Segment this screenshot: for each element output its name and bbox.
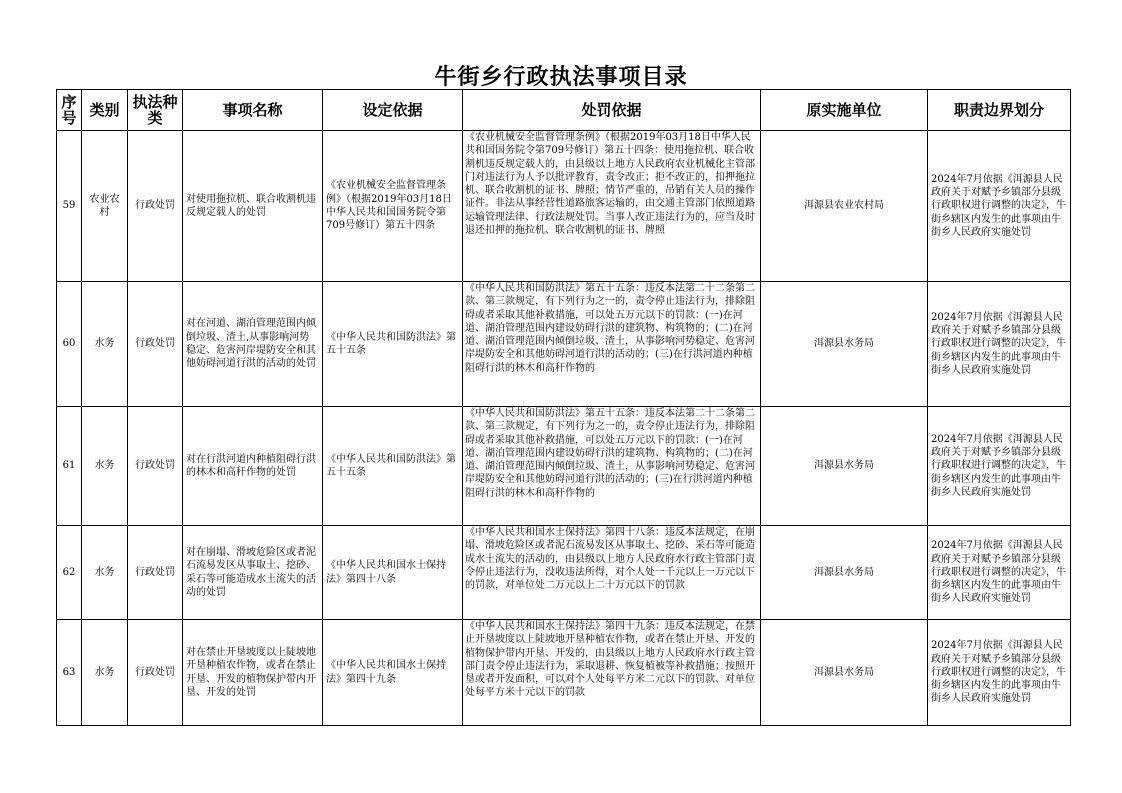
cell-type: 行政处罚	[128, 407, 183, 526]
table-row	[57, 131, 1071, 282]
cell-basis-set: 《中华人民共和国防洪法》第五十五条	[323, 407, 463, 526]
cell-basis-set: 《中华人民共和国水土保持法》第四十九条	[323, 620, 463, 726]
cell-name: 对在河道、湖泊管理范围内倾倒垃圾、渣土,从事影响河势稳定、危害河岸堤防安全和其他妨碍河道行洪的活动的处罚	[183, 282, 323, 407]
cell-name: 对使用拖拉机、联合收割机违反规定载人的处罚	[183, 131, 323, 282]
enforcement-table	[56, 89, 1071, 726]
cell-boundary: 2024年7月依据《洱源县人民政府关于对赋予乡镇部分县级行政职权进行调整的决定》，牛街乡辖区内发生的此事项由牛街乡人民政府实施处罚	[928, 131, 1071, 282]
cell-basis-penalty: 《中华人民共和国防洪法》第五十五条：违反本法第二十二条第二款、第三款规定，有下列行为之一的，责令停止违法行为，排除阻碍或者采取其他补救措施，可以处五万元以下的罚款：(一)在河道、湖泊管理范围内建设妨碍行洪的建筑物、构筑物的；(二)在河道、湖泊管理范围内倾倒垃圾、渣土，从事影响河势稳定、危害河岸堤防安全和其他妨碍河道行洪的活动的；(三)在行洪河道内种植阻碍行洪的林木和高秆作物的	[463, 407, 761, 526]
cell-type: 行政处罚	[128, 131, 183, 282]
cell-basis-set: 《中华人民共和国水土保持法》第四十八条	[323, 526, 463, 620]
cell-unit: 洱源县农业农村局	[761, 131, 928, 282]
cell-unit: 洱源县水务局	[761, 407, 928, 526]
header-no: 序号	[57, 90, 82, 131]
cell-name: 对在行洪河道内种植阻碍行洪的林木和高秆作物的处罚	[183, 407, 323, 526]
cell-unit: 洱源县水务局	[761, 620, 928, 726]
cell-boundary: 2024年7月依据《洱源县人民政府关于对赋予乡镇部分县级行政职权进行调整的决定》，牛街乡辖区内发生的此事项由牛街乡人民政府实施处罚	[928, 282, 1071, 407]
cell-no: 59	[57, 131, 82, 282]
cell-basis-penalty: 《中华人民共和国水土保持法》第四十九条：违反本法规定，在禁止开垦坡度以上陡坡地开垦种植农作物，或者在禁止开垦、开发的植物保护带内开垦、开发的，由县级以上地方人民政府水行政主管部门责令停止违法行为，采取退耕、恢复植被等补救措施；按照开垦或者开发面积，可以对个人处每平方米二元以下的罚款、对单位处每平方米十元以下的罚款	[463, 620, 761, 726]
cell-name: 对在崩塌、滑坡危险区或者泥石流易发区从事取土、挖砂、采石等可能造成水土流失的活动的处罚	[183, 526, 323, 620]
cell-basis-penalty: 《中华人民共和国水土保持法》第四十八条：违反本法规定，在崩塌、滑坡危险区或者泥石流易发区从事取土、挖砂、采石等可能造成水土流失的活动的，由县级以上地方人民政府水行政主管部门责令停止违法行为，没收违法所得，对个人处一千元以上一万元以下的罚款，对单位处二万元以上二十万元以下的罚款	[463, 526, 761, 620]
header-category: 类别	[82, 90, 128, 131]
cell-category: 水务	[82, 282, 128, 407]
cell-boundary: 2024年7月依据《洱源县人民政府关于对赋予乡镇部分县级行政职权进行调整的决定》，牛街乡辖区内发生的此事项由牛街乡人民政府实施处罚	[928, 407, 1071, 526]
table-header-row	[57, 90, 1071, 131]
cell-category: 水务	[82, 620, 128, 726]
header-type: 执法种类	[128, 90, 183, 131]
page-title: 牛街乡行政执法事项目录	[434, 65, 688, 90]
cell-type: 行政处罚	[128, 282, 183, 407]
header-basis-set: 设定依据	[323, 90, 463, 131]
table-row	[57, 526, 1071, 620]
header-name: 事项名称	[183, 90, 323, 131]
cell-no: 63	[57, 620, 82, 726]
cell-unit: 洱源县水务局	[761, 282, 928, 407]
cell-unit: 洱源县水务局	[761, 526, 928, 620]
cell-boundary: 2024年7月依据《洱源县人民政府关于对赋予乡镇部分县级行政职权进行调整的决定》，牛街乡辖区内发生的此事项由牛街乡人民政府实施处罚	[928, 620, 1071, 726]
cell-type: 行政处罚	[128, 526, 183, 620]
cell-no: 61	[57, 407, 82, 526]
header-basis-penalty: 处罚依据	[463, 90, 761, 131]
cell-basis-penalty: 《农业机械安全监督管理条例》（根据2019年03月18日中华人民共和国国务院令第709号修订）第五十四条：使用拖拉机、联合收割机违反规定载人的，由县级以上地方人民政府农业机械化主管部门对违法行为人予以批评教育，责令改正；拒不改正的，扣押拖拉机、联合收割机的证书、牌照；情节严重的，吊销有关人员的操作证件。非法从事经营性道路旅客运输的，由交通主管部门依照道路运输管理法律、行政法规处罚。当事人改正违法行为的，应当及时退还扣押的拖拉机、联合收割机的证书、牌照	[463, 131, 761, 282]
table-row	[57, 620, 1071, 726]
cell-basis-set: 《中华人民共和国防洪法》第五十五条	[323, 282, 463, 407]
header-boundary: 职责边界划分	[928, 90, 1071, 131]
cell-basis-set: 《农业机械安全监督管理条例》（根据2019年03月18日中华人民共和国国务院令第709号修订）第五十四条	[323, 131, 463, 282]
cell-name: 对在禁止开垦坡度以上陡坡地开垦种植农作物，或者在禁止开垦、开发的植物保护带内开垦、开发的处罚	[183, 620, 323, 726]
cell-type: 行政处罚	[128, 620, 183, 726]
cell-no: 62	[57, 526, 82, 620]
cell-category: 农业农村	[82, 131, 128, 282]
cell-category: 水务	[82, 407, 128, 526]
cell-boundary: 2024年7月依据《洱源县人民政府关于对赋予乡镇部分县级行政职权进行调整的决定》，牛街乡辖区内发生的此事项由牛街乡人民政府实施处罚	[928, 526, 1071, 620]
table-row	[57, 407, 1071, 526]
table-row	[57, 282, 1071, 407]
cell-no: 60	[57, 282, 82, 407]
header-unit: 原实施单位	[761, 90, 928, 131]
cell-basis-penalty: 《中华人民共和国防洪法》第五十五条：违反本法第二十二条第二款、第三款规定，有下列行为之一的，责令停止违法行为，排除阻碍或者采取其他补救措施，可以处五万元以下的罚款：(一)在河道、湖泊管理范围内建设妨碍行洪的建筑物、构筑物的；(二)在河道、湖泊管理范围内倾倒垃圾、渣土，从事影响河势稳定、危害河岸堤防安全和其他妨碍河道行洪的活动的；(三)在行洪河道内种植阻碍行洪的林木和高秆作物的	[463, 282, 761, 407]
cell-category: 水务	[82, 526, 128, 620]
